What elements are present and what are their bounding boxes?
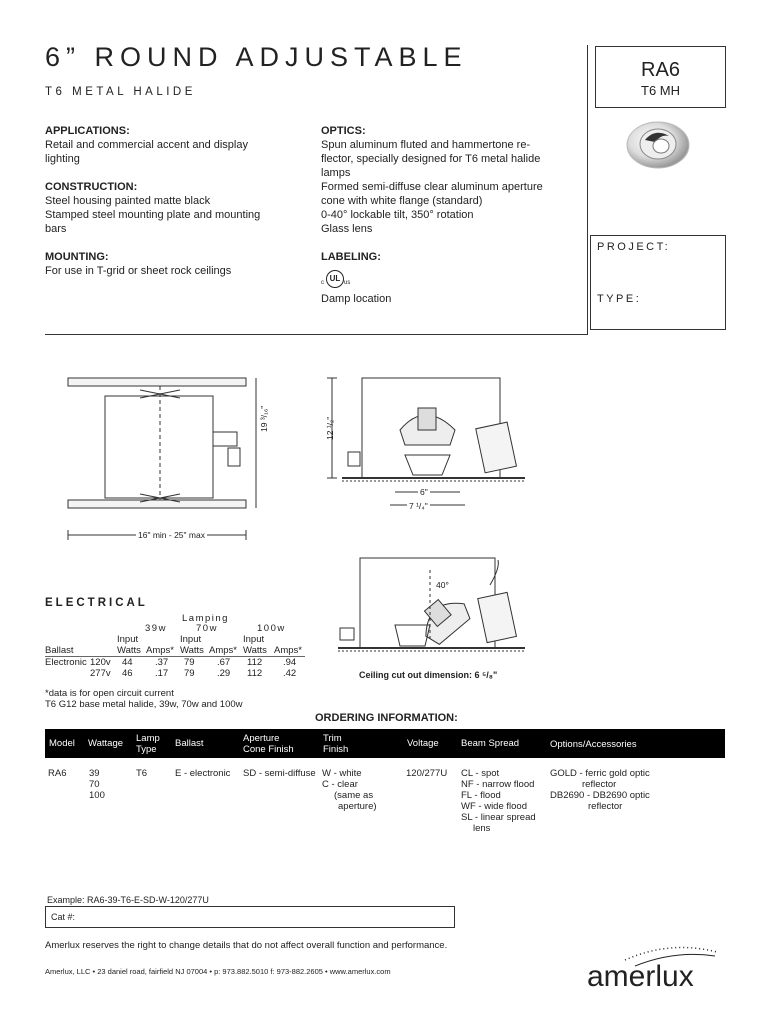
ordering-title: ORDERING INFORMATION: xyxy=(315,712,458,724)
optics-line: flector, specially designed for T6 metal halide xyxy=(321,153,541,165)
project-type-box[interactable] xyxy=(590,235,726,330)
row-volt: 277v xyxy=(90,668,111,679)
optics-line: Formed semi-diffuse clear aluminum aperture xyxy=(321,181,543,193)
optics-heading: OPTICS: xyxy=(321,125,366,137)
construction-line: Stamped steel mounting plate and mounting xyxy=(45,209,261,221)
col-options xyxy=(550,768,650,812)
wattage-value: 39 xyxy=(89,768,100,779)
disclaimer: Amerlux reserves the right to change details that do not affect overall function and performance. xyxy=(45,940,448,951)
construction-line: Steel housing painted matte black xyxy=(45,195,211,207)
cell: 44 xyxy=(122,657,133,668)
cell: 79 xyxy=(184,657,195,668)
cell: 112 xyxy=(247,668,263,679)
ordering-header-row xyxy=(45,729,725,758)
ul-us: us xyxy=(344,280,351,286)
beam-value: FL - flood xyxy=(461,790,501,801)
hdr-options: Options/Accessories xyxy=(550,739,637,750)
labeling-heading: LABELING: xyxy=(321,251,381,263)
mounting-line: For use in T-grid or sheet rock ceilings xyxy=(45,265,232,277)
cat-label: Cat #: xyxy=(51,912,76,922)
optics-line: 0-40° lockable tilt, 350° rotation xyxy=(321,209,474,221)
hdr-aperture xyxy=(243,733,294,755)
project-label: PROJECT: xyxy=(597,241,671,253)
col-watts: Watts xyxy=(180,645,204,656)
col-watts: Watts xyxy=(117,645,141,656)
dim-7-25in: 7 ¹/₄" xyxy=(409,501,428,511)
watts-100: 100w xyxy=(257,623,286,634)
product-code-box xyxy=(595,46,726,108)
applications-section xyxy=(45,124,305,166)
ballast-label: Ballast xyxy=(45,645,74,656)
col-aperture xyxy=(243,768,316,779)
cell: .42 xyxy=(283,668,297,679)
product-code-sub: T6 MH xyxy=(641,83,680,98)
lamping-label: Lamping xyxy=(182,613,229,624)
col-watts: Watts xyxy=(243,645,267,656)
input-label-2: Input xyxy=(180,634,202,645)
input-label-3: Input xyxy=(243,634,265,645)
col-amps: Amps* xyxy=(274,645,302,656)
construction-section xyxy=(45,180,305,236)
fixture-photo xyxy=(625,120,691,170)
company-footer: Amerlux, LLC • 23 daniel road, fairfield NJ 07004 • p: 973.882.5010 f: 973-882.2605 • www.amerlux.com xyxy=(45,967,391,976)
wattage-value: 70 xyxy=(89,779,100,790)
optics-section xyxy=(321,124,583,236)
applications-heading: APPLICATIONS: xyxy=(45,125,130,137)
beam-value: NF - narrow flood xyxy=(461,779,535,790)
model-value: RA6 xyxy=(48,768,67,779)
page-title: 6” ROUND ADJUSTABLE xyxy=(45,42,468,72)
optics-line: Glass lens xyxy=(321,223,373,235)
hdr-lamp-2: Type xyxy=(136,744,157,755)
trim-value: aperture) xyxy=(338,801,377,812)
col-model xyxy=(48,768,66,779)
note-open-circuit: *data is for open circuit current xyxy=(45,688,174,699)
height-dimension: 19 ³/₁₆" xyxy=(259,405,269,432)
option-value: reflector xyxy=(588,801,623,812)
mounting-section xyxy=(45,250,305,278)
col-trim xyxy=(322,768,377,812)
row-volt: 120v xyxy=(90,657,111,668)
col-wattage xyxy=(89,768,105,801)
hdr-ballast: Ballast xyxy=(175,738,204,749)
optics-line: Spun aluminum fluted and hammertone re- xyxy=(321,139,531,151)
cell: .37 xyxy=(155,657,169,668)
note-lamp-base: T6 G12 base metal halide, 39w, 70w and 100w xyxy=(45,699,243,710)
watts-70: 70w xyxy=(196,623,218,634)
plan-view-diagram xyxy=(60,370,275,550)
wattage-value: 100 xyxy=(89,790,105,801)
hdr-voltage: Voltage xyxy=(407,738,439,749)
dim-6in: 6" xyxy=(420,487,428,497)
tilt-view-diagram xyxy=(330,550,530,665)
input-label-1: Input xyxy=(117,634,139,645)
col-ballast xyxy=(175,768,230,779)
cell: 79 xyxy=(184,668,195,679)
watts-39: 39w xyxy=(145,623,167,634)
hdr-model: Model xyxy=(49,738,75,749)
tilt-angle: 40° xyxy=(436,580,449,590)
cell: .67 xyxy=(217,657,231,668)
damp-location: Damp location xyxy=(321,293,392,305)
beam-value: SL - linear spread xyxy=(461,812,536,823)
col-voltage xyxy=(406,768,447,779)
aperture-value: SD - semi-diffuse xyxy=(243,768,316,779)
ul-listing-mark xyxy=(321,264,583,292)
hdr-beam: Beam Spread xyxy=(461,738,520,749)
row-ballast: Electronic xyxy=(45,657,87,668)
hdr-lamp xyxy=(136,733,160,755)
electrical-title: ELECTRICAL xyxy=(45,597,148,609)
option-value: DB2690 - DB2690 optic xyxy=(550,790,650,801)
height-dimension-side: 12 ¹/₂" xyxy=(325,416,335,440)
electrical-notes xyxy=(45,688,243,710)
logo-text: amerlux xyxy=(587,960,694,993)
product-code: RA6 xyxy=(641,59,680,81)
option-value: GOLD - ferric gold optic xyxy=(550,768,650,779)
trim-value: C - clear xyxy=(322,779,358,790)
hdr-trim xyxy=(323,733,348,755)
cutout-dimension: Ceiling cut out dimension: 6 ⁵/₈" xyxy=(359,670,498,680)
ul-logo: UL xyxy=(326,270,344,288)
hdr-aperture-2: Cone Finish xyxy=(243,744,294,755)
cell: .29 xyxy=(217,668,231,679)
optics-line: lamps xyxy=(321,167,351,179)
ballast-value: E - electronic xyxy=(175,768,231,779)
catalog-number-field[interactable] xyxy=(45,906,455,928)
col-amps: Amps* xyxy=(209,645,237,656)
col-amps: Amps* xyxy=(146,645,174,656)
cell: .94 xyxy=(283,657,297,668)
hdr-trim-1: Trim xyxy=(323,733,342,744)
hdr-trim-2: Finish xyxy=(323,744,349,755)
beam-value: lens xyxy=(473,823,491,834)
cell: 112 xyxy=(247,657,263,668)
ul-c: c xyxy=(321,280,324,286)
type-label: TYPE: xyxy=(597,293,642,305)
divider-vertical xyxy=(587,45,588,335)
hdr-lamp-1: Lamp xyxy=(136,733,160,744)
col-beam xyxy=(461,768,536,834)
construction-heading: CONSTRUCTION: xyxy=(45,181,138,193)
width-dimension: 16" min - 25" max xyxy=(138,530,205,540)
hdr-wattage: Wattage xyxy=(88,738,124,749)
beam-value: CL - spot xyxy=(461,768,500,779)
trim-value: (same as xyxy=(334,790,374,801)
applications-line: lighting xyxy=(45,153,80,165)
voltage-value: 120/277U xyxy=(406,768,448,779)
labeling-section xyxy=(321,250,583,306)
applications-line: Retail and commercial accent and display xyxy=(45,139,248,151)
amerlux-logo xyxy=(585,938,725,1000)
cell: 46 xyxy=(122,668,133,679)
cell: .17 xyxy=(155,668,169,679)
col-lamp xyxy=(136,768,147,779)
beam-value: WF - wide flood xyxy=(461,801,527,812)
mounting-heading: MOUNTING: xyxy=(45,251,109,263)
page-subtitle: T6 METAL HALIDE xyxy=(45,86,196,98)
divider-horizontal xyxy=(45,334,588,335)
lamp-value: T6 xyxy=(136,768,148,779)
order-example: Example: RA6-39-T6-E-SD-W-120/277U xyxy=(47,895,209,905)
construction-line: bars xyxy=(45,223,67,235)
optics-line: cone with white flange (standard) xyxy=(321,195,483,207)
trim-value: W - white xyxy=(322,768,362,779)
option-value: reflector xyxy=(582,779,617,790)
hdr-aperture-1: Aperture xyxy=(243,733,280,744)
